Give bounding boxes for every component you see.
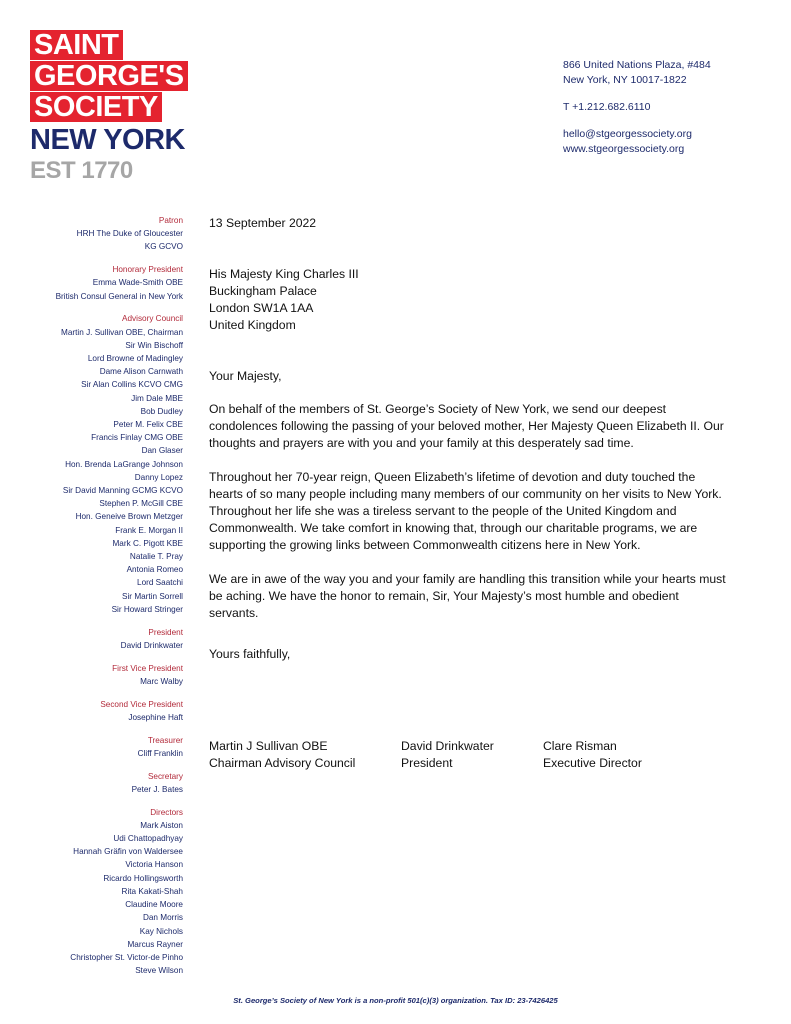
roster-name: Sir Howard Stringer (111, 604, 183, 614)
roster-role: Directors (150, 807, 183, 817)
signatory-title: Chairman Advisory Council (209, 756, 356, 770)
roster-role: Second Vice President (100, 699, 183, 709)
roster-name: HRH The Duke of Gloucester (76, 229, 183, 239)
roster-group (20, 214, 183, 254)
recipient-line: United Kingdom (209, 318, 296, 332)
logo-line-georges: GEORGE'S (30, 61, 188, 91)
roster-name: Marc Walby (140, 676, 183, 686)
roster-name: Christopher St. Victor-de Pinho (70, 952, 183, 962)
roster-name: Sir David Manning GCMG KCVO (62, 486, 183, 496)
roster-name: Francis Finlay CMG OBE (91, 433, 183, 443)
roster-name: Dan Glaser (141, 446, 183, 456)
roster-name: Hannah Gräfin von Waldersee (73, 847, 183, 857)
signatory-risman (543, 738, 642, 772)
roster-name: Peter J. Bates (131, 784, 183, 794)
roster-name: David Drinkwater (120, 640, 183, 650)
roster-name: Lord Saatchi (137, 578, 183, 588)
roster-name: Martin J. Sullivan OBE, Chairman (61, 327, 183, 337)
roster-role: First Vice President (112, 663, 183, 673)
recipient-line: London SW1A 1AA (209, 301, 314, 315)
roster-name: Steve Wilson (135, 966, 183, 976)
address-line-2: New York, NY 10017-1822 (563, 74, 687, 86)
email-address: hello@stgeorgessociety.org (563, 128, 692, 140)
roster-role: Secretary (147, 771, 183, 781)
signatory-title: President (401, 756, 453, 770)
roster-name: Josephine Haft (128, 712, 183, 722)
signatory-name: Clare Risman (543, 739, 617, 753)
roster-name: Cliff Franklin (137, 748, 183, 758)
roster-name: Hon. Geneive Brown Metzger (75, 512, 183, 522)
recipient-address (209, 266, 729, 334)
letter-date: 13 September 2022 (209, 216, 317, 230)
roster-role: Advisory Council (122, 314, 183, 324)
roster-name: Ricardo Hollingsworth (103, 873, 183, 883)
letter-body (209, 215, 729, 663)
roster-name: Bob Dudley (140, 406, 183, 416)
roster-role: Treasurer (147, 735, 183, 745)
phone-number: T +1.212.682.6110 (563, 101, 651, 113)
recipient-line: Buckingham Palace (209, 284, 317, 298)
contact-block (563, 58, 711, 157)
website-address: www.stgeorgessociety.org (563, 143, 685, 155)
roster-name: Antonia Romeo (126, 565, 183, 575)
roster-role: Honorary President (112, 265, 183, 275)
roster-name: Dame Alison Carnwath (99, 367, 183, 377)
roster-name: Udi Chattopadhyay (113, 834, 183, 844)
roster-name: Stephen P. McGill CBE (99, 499, 183, 509)
board-roster (20, 214, 183, 987)
roster-name: Mark Aiston (140, 820, 183, 830)
logo-line-society: SOCIETY (30, 92, 162, 122)
roster-name: Jim Dale MBE (131, 393, 183, 403)
roster-role: President (148, 627, 183, 637)
roster-name: Dan Morris (142, 913, 183, 923)
logo-line-est: EST 1770 (30, 157, 133, 184)
recipient-line: His Majesty King Charles III (209, 267, 359, 281)
roster-name: Peter M. Felix CBE (113, 420, 183, 430)
signatory-name: David Drinkwater (401, 739, 494, 753)
salutation: Your Majesty, (209, 369, 282, 383)
roster-group (20, 312, 183, 616)
footer-note: St. George’s Society of New York is a non-profit 501(c)(3) organization. Tax ID: 23-7426425 (233, 996, 558, 1005)
roster-name: Victoria Hanson (125, 860, 183, 870)
roster-name: Hon. Brenda LaGrange Johnson (65, 459, 183, 469)
roster-name: Emma Wade-Smith OBE (92, 278, 183, 288)
society-logo (30, 29, 185, 185)
roster-group (20, 698, 183, 724)
logo-line-new-york: NEW YORK (30, 124, 185, 156)
signatory-name: Martin J Sullivan OBE (209, 739, 328, 753)
roster-group (20, 662, 183, 688)
paragraph-reign: Throughout her 70-year reign, Queen Elizabeth’s lifetime of devotion and duty touched the hearts of so many people including many members of our community on her visits to New York. Throughout her life she was a tireless servant to the people of the United Kingdom and Commonwealth. We take comfort in knowing that, through our charitable programs, we are supporting the growing links between Commonwealth citizens here in New York. (209, 470, 722, 552)
roster-name: KG GCVO (144, 242, 183, 252)
roster-name: Lord Browne of Madingley (87, 354, 183, 364)
roster-name: Sir Alan Collins KCVO CMG (81, 380, 183, 390)
roster-name: Mark C. Pigott KBE (112, 538, 183, 548)
signatory-title: Executive Director (543, 756, 642, 770)
roster-name: Claudine Moore (125, 900, 183, 910)
signatory-drinkwater (401, 738, 494, 772)
paragraph-condolences: On behalf of the members of St. George’s Society of New York, we send our deepest condolences following the passing of your beloved mother, Her Majesty Queen Elizabeth II. Our thoughts and prayers are with you and your family at this desperately sad time. (209, 402, 724, 450)
roster-group (20, 806, 183, 978)
roster-group (20, 626, 183, 652)
roster-name: British Consul General in New York (55, 291, 183, 301)
roster-name: Danny Lopez (134, 472, 183, 482)
address-line-1: 866 United Nations Plaza, #484 (563, 59, 711, 71)
roster-name: Sir Martin Sorrell (122, 591, 183, 601)
roster-role: Patron (158, 216, 183, 225)
roster-name: Marcus Rayner (127, 939, 183, 949)
logo-line-saint: SAINT (30, 30, 123, 60)
roster-group (20, 263, 183, 303)
roster-group (20, 770, 183, 796)
complimentary-close: Yours faithfully, (209, 647, 291, 661)
roster-name: Natalie T. Pray (129, 552, 183, 562)
roster-group (20, 734, 183, 760)
roster-name: Sir Win Bischoff (125, 340, 183, 350)
roster-name: Kay Nichols (139, 926, 183, 936)
roster-name: Rita Kakati-Shah (121, 886, 183, 896)
paragraph-closing: We are in awe of the way you and your family are handling this transition while your hearts must be aching. We have the honor to remain, Sir, Your Majesty’s most humble and obedient servants. (209, 572, 726, 620)
signatory-sullivan (209, 738, 355, 772)
roster-name: Frank E. Morgan II (115, 525, 183, 535)
